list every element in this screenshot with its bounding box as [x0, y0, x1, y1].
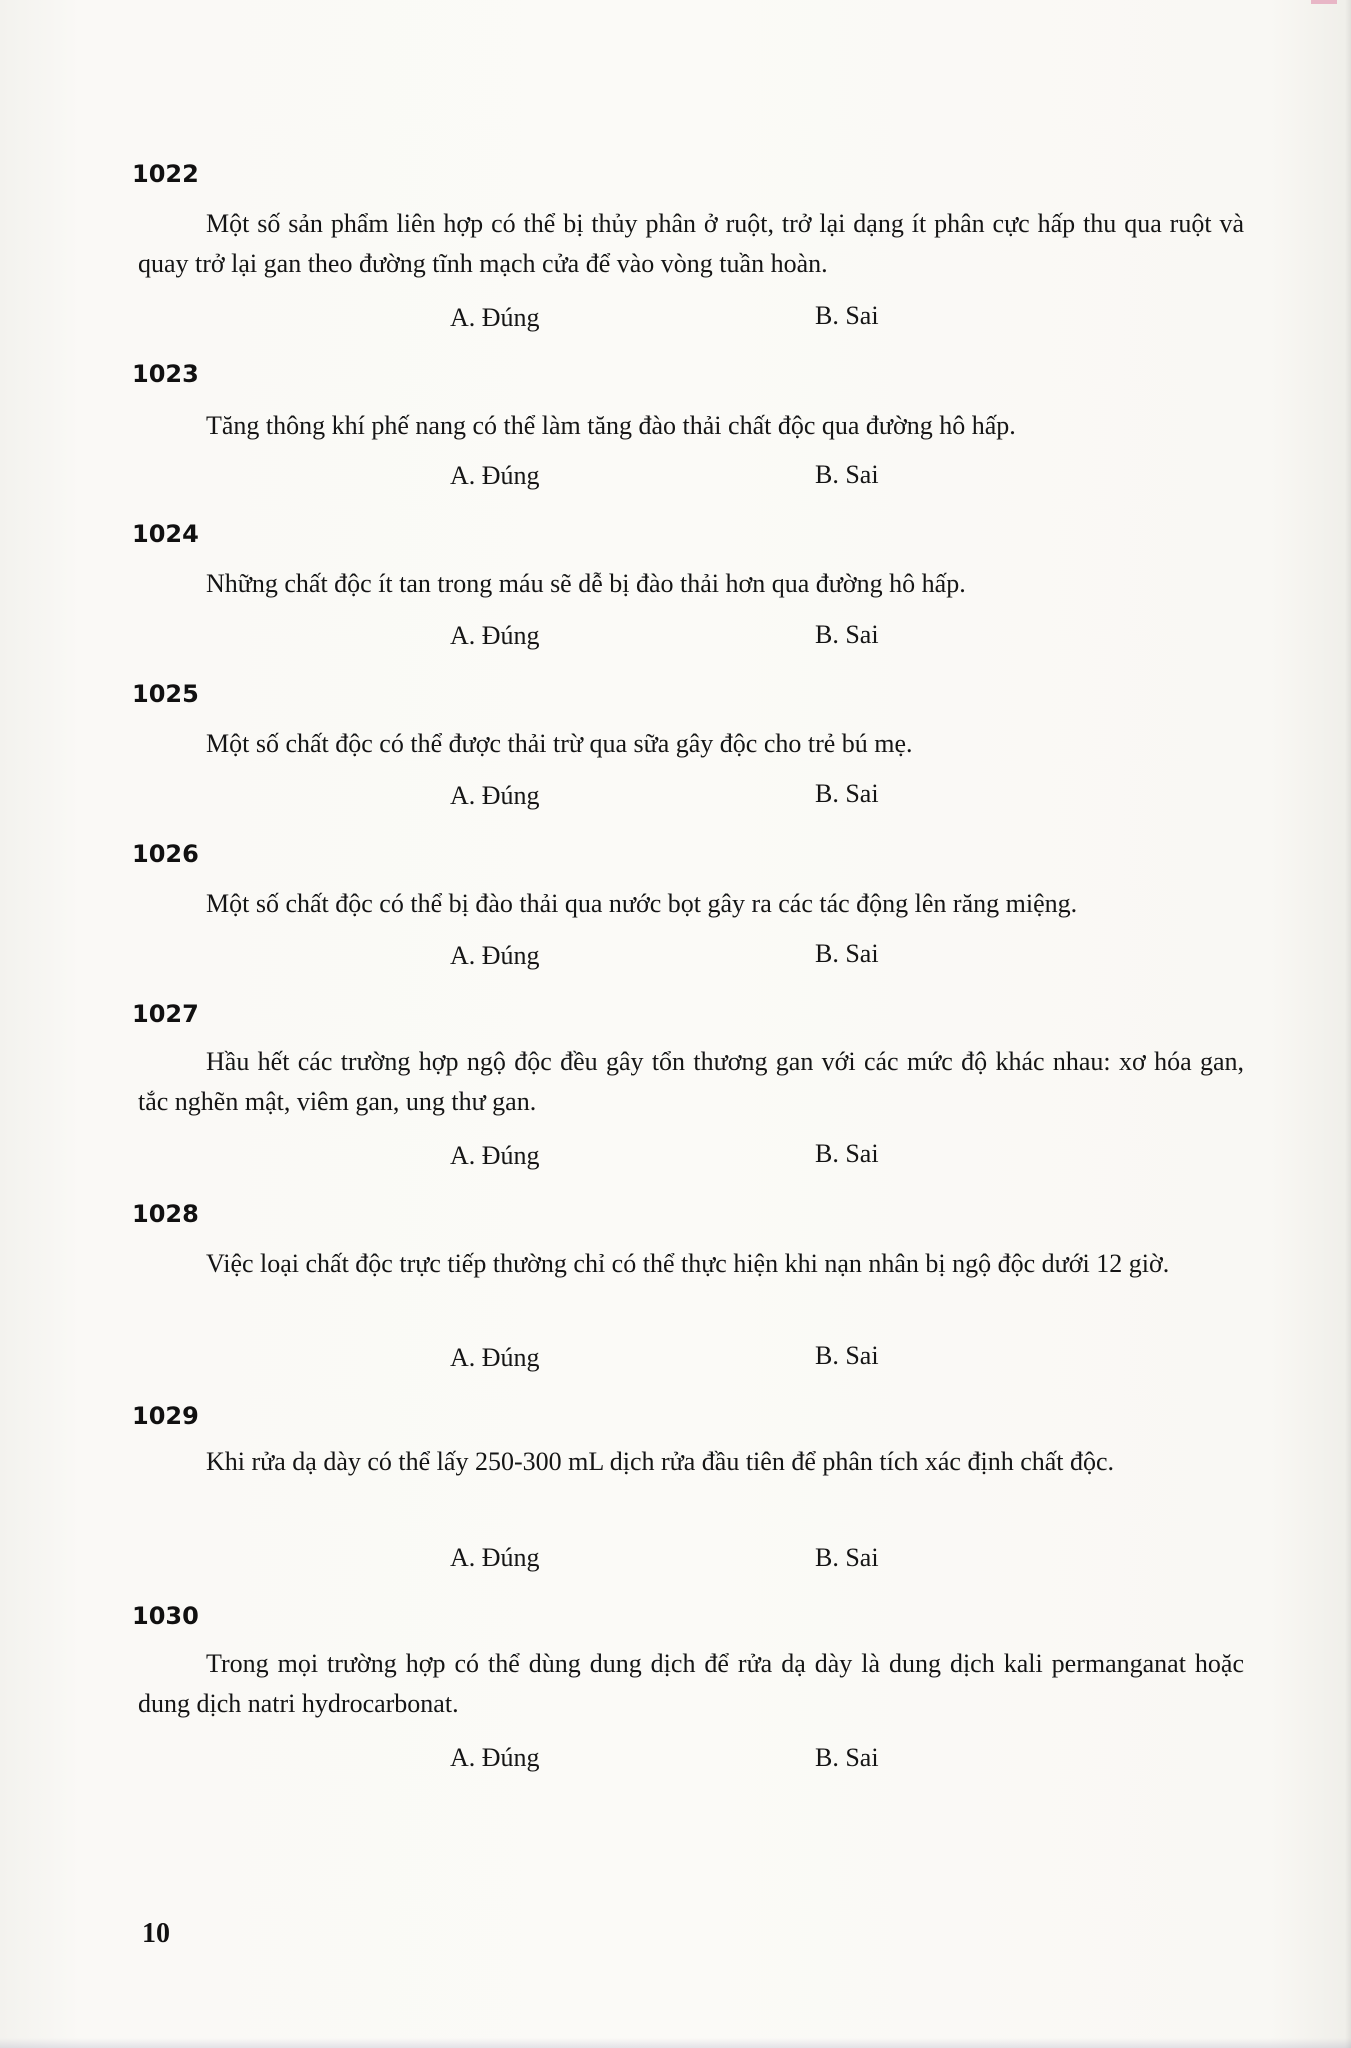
question-text: Một số chất độc có thể được thải trừ qua sữa gây độc cho trẻ bú mẹ. — [206, 729, 913, 758]
question-number: 1027 — [132, 1000, 199, 1028]
option-b: B. Sai — [815, 460, 879, 489]
question-number: 1022 — [132, 160, 199, 188]
question-number: 1023 — [132, 360, 199, 388]
option-a: A. Đúng — [450, 1343, 540, 1372]
option-a: A. Đúng — [450, 303, 540, 332]
option-a: A. Đúng — [450, 621, 540, 650]
page-edge-shadow — [1345, 0, 1351, 2048]
page-number: 10 — [142, 1918, 170, 1949]
option-b: B. Sai — [815, 620, 879, 649]
question-text: Trong mọi trường hợp có thể dùng dung dịch để rửa dạ dày là dung dịch kali permanganat hoặc dung dịch natri hydrocarbonat. — [138, 1649, 1244, 1718]
option-a: A. Đúng — [450, 1141, 540, 1170]
question-number: 1029 — [132, 1402, 199, 1430]
option-b: B. Sai — [815, 1341, 879, 1370]
corner-mark — [1311, 0, 1337, 4]
option-b: B. Sai — [815, 301, 879, 330]
question-text: Một số chất độc có thể bị đào thải qua nước bọt gây ra các tác động lên răng miệng. — [206, 889, 1078, 918]
page-bottom-shadow — [0, 2038, 1351, 2048]
question-number: 1025 — [132, 680, 199, 708]
question-text: Khi rửa dạ dày có thể lấy 250-300 mL dịch rửa đầu tiên để phân tích xác định chất độc. — [206, 1447, 1115, 1476]
question-number: 1026 — [132, 840, 199, 868]
option-b: B. Sai — [815, 1139, 879, 1168]
question-text: Một số sản phẩm liên hợp có thể bị thủy phân ở ruột, trở lại dạng ít phân cực hấp thu qua ruột và quay trở lại gan theo đường tĩnh mạch cửa để vào vòng tuần hoàn. — [138, 209, 1244, 278]
option-b: B. Sai — [815, 779, 879, 808]
option-b: B. Sai — [815, 1743, 879, 1772]
question-text: Hầu hết các trường hợp ngộ độc đều gây tổn thương gan với các mức độ khác nhau: xơ hóa gan, tắc nghẽn mật, viêm gan, ung thư gan. — [138, 1047, 1244, 1116]
option-b: B. Sai — [815, 1543, 879, 1572]
question-number: 1028 — [132, 1200, 199, 1228]
question-text: Việc loại chất độc trực tiếp thường chỉ có thể thực hiện khi nạn nhân bị ngộ độc dưới 12 giờ. — [206, 1249, 1170, 1278]
option-b: B. Sai — [815, 939, 879, 968]
option-a: A. Đúng — [450, 461, 540, 490]
option-a: A. Đúng — [450, 1543, 540, 1572]
option-a: A. Đúng — [450, 941, 540, 970]
question-number: 1030 — [132, 1602, 199, 1630]
question-text: Tăng thông khí phế nang có thể làm tăng đào thải chất độc qua đường hô hấp. — [206, 411, 1016, 440]
option-a: A. Đúng — [450, 781, 540, 810]
question-text: Những chất độc ít tan trong máu sẽ dễ bị đào thải hơn qua đường hô hấp. — [206, 569, 966, 598]
option-a: A. Đúng — [450, 1743, 540, 1772]
question-number: 1024 — [132, 520, 199, 548]
